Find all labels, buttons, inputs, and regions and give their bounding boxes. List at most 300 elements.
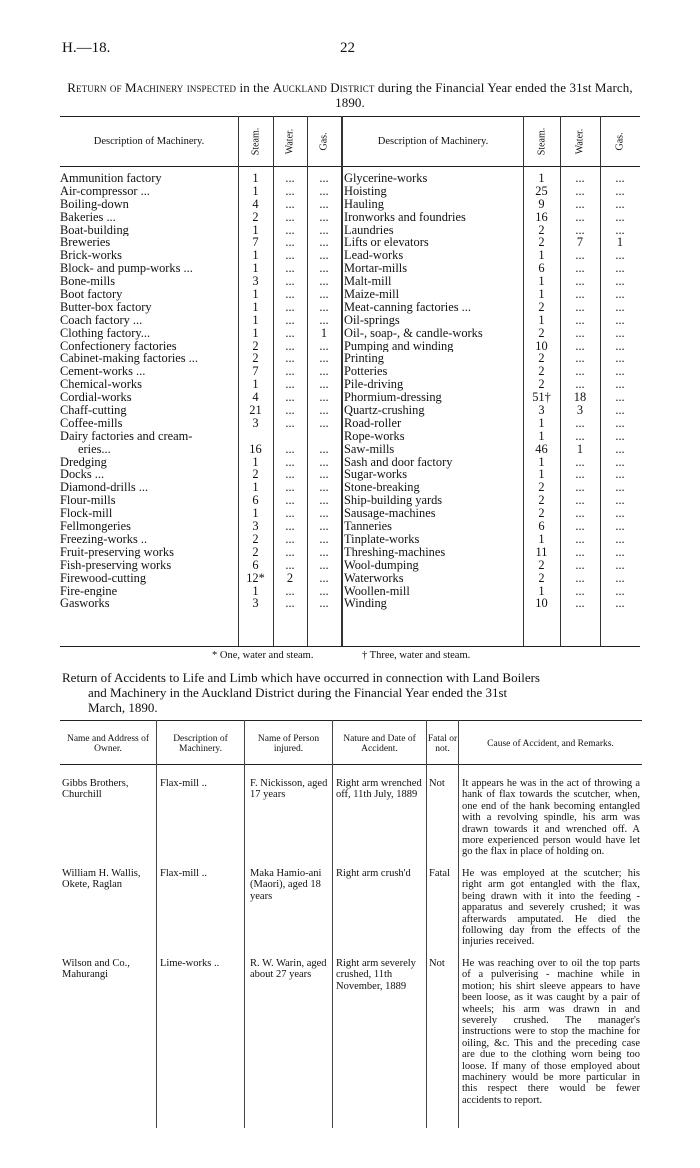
- water-count: 2: [286, 570, 294, 585]
- steam-count: 3: [252, 274, 259, 289]
- water-count: ...: [575, 570, 585, 585]
- machinery-description: Lifts or elevators: [344, 236, 429, 250]
- water-count: ...: [285, 364, 295, 379]
- machinery-row: [60, 224, 341, 237]
- gas-count: ...: [319, 531, 329, 546]
- header-machinery: Description of Machinery.: [173, 734, 228, 754]
- machinery-row: [344, 288, 640, 301]
- water-count: ...: [575, 312, 585, 327]
- water-count: ...: [285, 531, 295, 546]
- water-count: ...: [285, 351, 295, 366]
- machinery-description: Chaff-cutting: [60, 404, 127, 417]
- machinery-description: Woollen-mill: [344, 584, 410, 598]
- machinery-row: [344, 224, 640, 237]
- gas-count: 1: [616, 235, 624, 250]
- machinery-description: Hauling: [344, 197, 384, 211]
- steam-count: 1: [538, 583, 545, 598]
- machinery-row: [60, 275, 341, 288]
- machinery-row: [60, 236, 341, 249]
- water-count: ...: [285, 415, 295, 430]
- steam-count: 7: [252, 364, 259, 379]
- steam-count: 1: [252, 222, 259, 237]
- machinery-row: [60, 327, 341, 340]
- water-count: ...: [285, 403, 295, 418]
- machinery-description: Sugar-works: [344, 468, 408, 482]
- steam-count: 1: [538, 248, 545, 263]
- machinery-row: [60, 443, 341, 456]
- header-description-right: Description of Machinery.: [377, 135, 489, 147]
- gas-count: ...: [615, 364, 625, 379]
- machinery-row: [60, 572, 341, 585]
- water-count: ...: [575, 196, 585, 211]
- steam-count: 1: [538, 274, 545, 289]
- machinery-description: Breweries: [60, 236, 111, 250]
- water-count: ...: [285, 544, 295, 559]
- machinery-row: [60, 288, 341, 301]
- water-count: ...: [575, 480, 585, 495]
- machinery-row: [344, 249, 640, 262]
- header-steam-left: Steam.: [250, 127, 261, 155]
- gas-count: ...: [319, 390, 329, 405]
- gas-count: ...: [319, 377, 329, 392]
- steam-count: 1: [252, 454, 259, 469]
- steam-count: 1: [252, 261, 259, 276]
- steam-count: 3: [538, 403, 545, 418]
- gas-count: ...: [319, 583, 329, 598]
- gas-count: ...: [615, 390, 625, 405]
- machinery-description: Freezing-works ..: [60, 532, 148, 546]
- steam-count: 2: [538, 325, 545, 340]
- steam-count: 2: [252, 467, 259, 482]
- machinery-description: Lead-works: [344, 249, 404, 263]
- parliamentary-paper-id: H.—18.: [62, 40, 111, 56]
- machinery-description: Diamond-drills ...: [60, 481, 149, 495]
- gas-count: ...: [319, 506, 329, 521]
- gas-count: ...: [615, 415, 625, 430]
- water-count: ...: [285, 209, 295, 224]
- machinery-row: [60, 301, 341, 314]
- water-count: ...: [575, 274, 585, 289]
- steam-count: 1: [538, 467, 545, 482]
- steam-count: 51†: [532, 390, 551, 405]
- machinery-row: [60, 262, 341, 275]
- steam-count: 2: [538, 235, 545, 250]
- machinery-description: Fish-preserving works: [60, 558, 172, 572]
- machinery-row: [60, 456, 341, 469]
- steam-count: 12*: [246, 570, 265, 585]
- water-count: ...: [285, 299, 295, 314]
- header-cause: Cause of Accident, and Remarks.: [487, 739, 614, 749]
- machinery-description: Gasworks: [60, 597, 110, 611]
- gas-count: ...: [319, 248, 329, 263]
- machinery-row: [344, 340, 640, 353]
- machinery-row: [344, 262, 640, 275]
- water-count: ...: [285, 325, 295, 340]
- machinery-description: Mortar-mills: [344, 262, 408, 276]
- gas-count: ...: [319, 235, 329, 250]
- water-count: ...: [285, 196, 295, 211]
- machinery-row: [60, 314, 341, 327]
- machinery-row: [344, 211, 640, 224]
- machinery-row: [344, 585, 640, 598]
- machinery-list-right: [344, 172, 640, 610]
- steam-count: 2: [538, 493, 545, 508]
- water-count: ...: [285, 557, 295, 572]
- machinery-row: [344, 391, 640, 404]
- water-count: 1: [576, 441, 584, 456]
- steam-count: 2: [252, 209, 259, 224]
- machinery-row: [60, 520, 341, 533]
- water-count: ...: [285, 274, 295, 289]
- gas-count: ...: [615, 287, 625, 302]
- machinery-row: [344, 546, 640, 559]
- footnote-dagger: † Three, water and steam.: [362, 650, 471, 661]
- machinery-description: Rope-works: [344, 429, 405, 443]
- steam-count: 1: [252, 171, 259, 185]
- water-count: ...: [575, 583, 585, 598]
- steam-count: 25: [535, 183, 548, 198]
- machinery-row: [60, 378, 341, 391]
- water-count: ...: [575, 261, 585, 276]
- gas-count: ...: [319, 364, 329, 379]
- accidents-return-title: Return of Accidents to Life and Limb which have occurred in connection with Land Boilers and Machinery in the Auckland District during the Financial Year ended the 31st March, 1890.: [62, 670, 540, 715]
- machinery-description: Flour-mills: [60, 494, 116, 508]
- machinery-row: [60, 185, 341, 198]
- row3-nature: Right arm severely crushed, 11th November, 1889: [336, 958, 416, 992]
- gas-count: ...: [615, 531, 625, 546]
- header-person: Name of Person injured.: [257, 734, 320, 754]
- gas-count: ...: [319, 351, 329, 366]
- steam-count: 4: [252, 390, 259, 405]
- gas-count: ...: [319, 596, 329, 611]
- machinery-row: [344, 365, 640, 378]
- machinery-description: Winding: [344, 597, 387, 611]
- machinery-description: Pumping and winding: [344, 339, 454, 353]
- machinery-description: Glycerine-works: [344, 172, 428, 185]
- machinery-description: eries...: [78, 442, 111, 456]
- water-count: ...: [575, 222, 585, 237]
- machinery-description: Printing: [344, 352, 384, 366]
- machinery-description: Tinplate-works: [344, 532, 420, 546]
- machinery-description: Ammunition factory: [60, 172, 162, 185]
- machinery-row: [344, 559, 640, 572]
- steam-count: 3: [252, 519, 259, 534]
- water-count: ...: [575, 364, 585, 379]
- machinery-row: [344, 314, 640, 327]
- machinery-description: Chemical-works: [60, 378, 142, 392]
- machinery-row: [344, 520, 640, 533]
- machinery-description: Meat-canning factories ...: [344, 300, 471, 314]
- machinery-description: Malt-mill: [344, 275, 392, 289]
- gas-count: ...: [615, 377, 625, 392]
- machinery-description: Clothing factory...: [60, 326, 151, 340]
- machinery-description: Cement-works ...: [60, 365, 146, 379]
- gas-count: ...: [615, 428, 625, 443]
- steam-count: 7: [252, 235, 259, 250]
- machinery-row: [60, 430, 341, 443]
- row2-machinery: Flax-mill ..: [160, 868, 207, 879]
- gas-count: ...: [319, 544, 329, 559]
- machinery-description: Block- and pump-works ...: [60, 262, 193, 276]
- steam-count: 2: [252, 544, 259, 559]
- accidents-table: [60, 720, 642, 1128]
- water-count: ...: [575, 377, 585, 392]
- steam-count: 6: [252, 493, 259, 508]
- machinery-row: [344, 430, 640, 443]
- gas-count: ...: [319, 222, 329, 237]
- page-header: [62, 40, 638, 60]
- machinery-row: [344, 352, 640, 365]
- machinery-row: [344, 456, 640, 469]
- header-fatal: Fatal or not.: [427, 734, 458, 754]
- water-count: ...: [285, 441, 295, 456]
- water-count: ...: [575, 287, 585, 302]
- machinery-description: Brick-works: [60, 249, 122, 263]
- steam-count: 2: [538, 557, 545, 572]
- water-count: ...: [285, 183, 295, 198]
- gas-count: ...: [319, 403, 329, 418]
- machinery-row: [60, 365, 341, 378]
- steam-count: 4: [252, 196, 259, 211]
- machinery-description: Oil-springs: [344, 313, 400, 327]
- gas-count: ...: [319, 338, 329, 353]
- steam-count: 21: [249, 403, 262, 418]
- machinery-description: Stone-breaking: [344, 481, 420, 495]
- steam-count: 1: [252, 183, 259, 198]
- gas-count: ...: [615, 196, 625, 211]
- machinery-row: [60, 172, 341, 185]
- steam-count: 16: [535, 209, 548, 224]
- water-count: ...: [575, 454, 585, 469]
- gas-count: ...: [319, 519, 329, 534]
- machinery-row: [60, 533, 341, 546]
- steam-count: 10: [535, 338, 548, 353]
- machinery-row: [60, 546, 341, 559]
- row2-cause: He was employed at the scutcher; his right arm got entangled with the flax, being drawn with it into the feeding - apparatus and severely crushed; it was afterwards amputated. He died the following day from the effects of the injuries received.: [462, 868, 640, 948]
- machinery-description: Flock-mill: [60, 507, 113, 521]
- machinery-row: [60, 559, 341, 572]
- machinery-description: Dairy factories and cream-: [60, 429, 193, 443]
- header-gas-right: Gas.: [614, 131, 626, 151]
- row3-machinery: Lime-works ..: [160, 958, 220, 969]
- gas-count: ...: [615, 596, 625, 611]
- machinery-description: Cordial-works: [60, 391, 132, 405]
- machinery-description: Coach factory ...: [60, 313, 143, 327]
- machinery-row: [60, 507, 341, 520]
- water-count: ...: [575, 299, 585, 314]
- machinery-description: Coffee-mills: [60, 416, 123, 430]
- row1-owner: Gibbs Brothers, Churchill: [62, 778, 129, 801]
- steam-count: 2: [252, 351, 259, 366]
- gas-count: ...: [319, 415, 329, 430]
- machinery-description: Sausage-machines: [344, 507, 436, 521]
- steam-count: 46: [535, 441, 548, 456]
- water-count: ...: [285, 377, 295, 392]
- gas-count: ...: [615, 506, 625, 521]
- header-nature: Nature and Date of Accident.: [343, 734, 416, 754]
- machinery-row: [344, 378, 640, 391]
- machinery-row: [60, 494, 341, 507]
- water-count: ...: [575, 428, 585, 443]
- steam-count: 1: [538, 312, 545, 327]
- steam-count: 2: [538, 506, 545, 521]
- gas-count: ...: [319, 299, 329, 314]
- machinery-row: [60, 198, 341, 211]
- gas-count: 1: [320, 325, 328, 340]
- water-count: ...: [575, 351, 585, 366]
- steam-count: 1: [252, 583, 259, 598]
- water-count: ...: [575, 183, 585, 198]
- steam-count: 1: [252, 325, 259, 340]
- machinery-row: [344, 198, 640, 211]
- steam-count: 2: [538, 570, 545, 585]
- gas-count: ...: [615, 467, 625, 482]
- machinery-row: [344, 481, 640, 494]
- row1-machinery: Flax-mill ..: [160, 778, 207, 789]
- machinery-row: [344, 533, 640, 546]
- machinery-description: Fellmongeries: [60, 520, 131, 533]
- machinery-row: [60, 352, 341, 365]
- gas-count: ...: [319, 454, 329, 469]
- page-number: 22: [340, 40, 355, 56]
- machinery-table: [60, 116, 640, 656]
- water-count: ...: [285, 467, 295, 482]
- gas-count: ...: [615, 519, 625, 534]
- row2-nature: Right arm crush'd: [336, 868, 411, 879]
- steam-count: 3: [252, 596, 259, 611]
- machinery-description: Oil-, soap-, & candle-works: [344, 326, 483, 340]
- header-water-left: Water.: [284, 128, 296, 154]
- steam-count: 16: [249, 441, 262, 456]
- machinery-row: [344, 236, 640, 249]
- water-count: ...: [575, 171, 585, 185]
- gas-count: ...: [615, 570, 625, 585]
- gas-count: ...: [615, 274, 625, 289]
- water-count: ...: [285, 493, 295, 508]
- machinery-row: [344, 327, 640, 340]
- steam-count: 1: [252, 248, 259, 263]
- steam-count: 6: [252, 557, 259, 572]
- machinery-description: Potteries: [344, 365, 388, 379]
- gas-count: ...: [615, 183, 625, 198]
- steam-count: 2: [252, 531, 259, 546]
- machinery-row: [60, 249, 341, 262]
- water-count: ...: [575, 506, 585, 521]
- water-count: 3: [576, 403, 584, 418]
- machinery-description: Phormium-dressing: [344, 391, 442, 405]
- gas-count: ...: [615, 403, 625, 418]
- machinery-row: [344, 301, 640, 314]
- machinery-row: [344, 443, 640, 456]
- gas-count: ...: [319, 557, 329, 572]
- gas-count: ...: [319, 493, 329, 508]
- machinery-description: Quartz-crushing: [344, 404, 425, 417]
- gas-count: ...: [319, 209, 329, 224]
- row1-fatal: Not: [429, 778, 445, 789]
- header-steam-right: Steam.: [536, 127, 547, 155]
- water-count: ...: [285, 222, 295, 237]
- header-owner: Name and Address of Owner.: [66, 734, 150, 754]
- machinery-row: [344, 275, 640, 288]
- steam-count: 2: [538, 351, 545, 366]
- machinery-description: Boot factory: [60, 288, 123, 301]
- water-count: ...: [575, 531, 585, 546]
- machinery-description: Saw-mills: [344, 442, 395, 456]
- machinery-description: Confectionery factories: [60, 339, 177, 353]
- water-count: ...: [575, 493, 585, 508]
- water-count: ...: [285, 287, 295, 302]
- machinery-return-title: Return of Machinery inspected in the Auckland District during the Financial Year ended the 31st March, 1890.: [67, 80, 633, 110]
- row1-cause: It appears he was in the act of throwing a hank of flax towards the scutcher, when, one end of the hank becoming entangled with a revolving spindle, his arm was drawn towards it and wrenched off. A more experienced person would have let go the flax in place of holding on.: [462, 778, 640, 858]
- machinery-row: [60, 585, 341, 598]
- machinery-description: Cabinet-making factories ...: [60, 352, 198, 366]
- gas-count: ...: [615, 480, 625, 495]
- steam-count: 1: [252, 506, 259, 521]
- water-count: ...: [575, 596, 585, 611]
- steam-count: 2: [538, 222, 545, 237]
- machinery-description: Bakeries ...: [60, 210, 116, 224]
- machinery-row: [344, 494, 640, 507]
- steam-count: 2: [538, 377, 545, 392]
- machinery-description: Ship-building yards: [344, 494, 443, 508]
- machinery-description: Waterworks: [344, 571, 404, 585]
- gas-count: ...: [615, 583, 625, 598]
- header-gas-left: Gas.: [318, 131, 330, 151]
- water-count: ...: [285, 261, 295, 276]
- gas-count: ...: [319, 312, 329, 327]
- water-count: ...: [285, 519, 295, 534]
- machinery-row: [60, 404, 341, 417]
- steam-count: 3: [252, 415, 259, 430]
- gas-count: ...: [319, 196, 329, 211]
- machinery-row: [344, 597, 640, 610]
- gas-count: ...: [615, 312, 625, 327]
- machinery-description: Tanneries: [344, 520, 392, 533]
- gas-count: ...: [319, 171, 329, 185]
- steam-count: 1: [538, 415, 545, 430]
- machinery-description: Firewood-cutting: [60, 571, 147, 585]
- gas-count: ...: [319, 274, 329, 289]
- water-count: ...: [285, 390, 295, 405]
- machinery-row: [60, 468, 341, 481]
- machinery-description: Butter-box factory: [60, 300, 152, 314]
- water-count: ...: [575, 519, 585, 534]
- row1-nature: Right arm wrenched off, 11th July, 1889: [336, 778, 422, 801]
- machinery-row: [344, 572, 640, 585]
- water-count: ...: [285, 454, 295, 469]
- gas-count: ...: [615, 209, 625, 224]
- machinery-row: [344, 172, 640, 185]
- machinery-row: [60, 597, 341, 610]
- steam-count: 1: [538, 531, 545, 546]
- machinery-row: [60, 481, 341, 494]
- water-count: 18: [573, 390, 587, 405]
- steam-count: 2: [538, 480, 545, 495]
- water-count: ...: [285, 235, 295, 250]
- machinery-description: Bone-mills: [60, 275, 116, 289]
- machinery-description: Maize-mill: [344, 288, 400, 301]
- header-water-right: Water.: [574, 128, 586, 154]
- gas-count: ...: [319, 183, 329, 198]
- machinery-description: Fire-engine: [60, 584, 118, 598]
- machinery-row: [60, 417, 341, 430]
- water-count: ...: [575, 415, 585, 430]
- water-count: ...: [285, 596, 295, 611]
- gas-count: ...: [615, 222, 625, 237]
- machinery-description: Road-roller: [344, 416, 402, 430]
- water-count: 7: [576, 235, 584, 250]
- gas-count: ...: [319, 480, 329, 495]
